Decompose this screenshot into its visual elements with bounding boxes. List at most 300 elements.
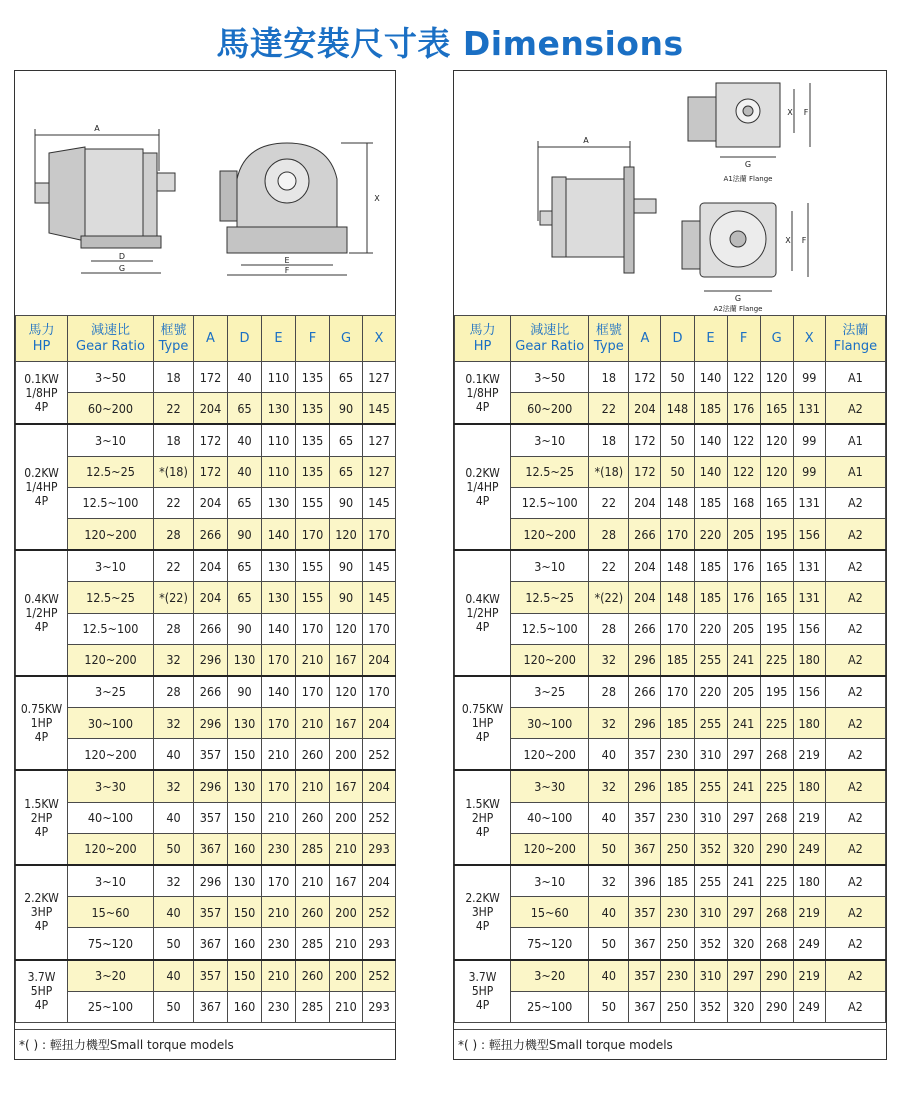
table-row	[16, 865, 396, 897]
F-cell: 241	[727, 708, 760, 739]
table-row	[455, 708, 886, 739]
E-cell: 255	[694, 708, 727, 739]
G-cell: 268	[760, 739, 793, 771]
flange-cell: A2	[825, 802, 885, 833]
E-cell: 110	[262, 424, 296, 456]
E-cell: 185	[694, 393, 727, 425]
table-row	[455, 518, 886, 550]
G-cell: 65	[330, 362, 363, 393]
F-cell: 260	[296, 960, 330, 992]
E-cell: 140	[694, 456, 727, 487]
ratio-cell: 12.5~25	[511, 582, 589, 613]
hp-cell	[16, 770, 68, 865]
A-cell: 357	[629, 960, 661, 992]
A-cell: 367	[194, 928, 228, 960]
ratio-cell: 3~20	[511, 960, 589, 992]
E-cell: 130	[262, 582, 296, 613]
table-row	[455, 770, 886, 802]
ratio-cell: 30~100	[68, 708, 154, 739]
dim-label-d: D	[118, 252, 126, 261]
hp-line: 4P	[34, 998, 49, 1013]
table-row	[16, 833, 396, 865]
D-cell: 50	[661, 362, 694, 393]
table-row	[16, 487, 396, 518]
table-row	[16, 770, 396, 802]
F-cell: 210	[296, 708, 330, 739]
D-cell: 160	[228, 833, 262, 865]
table-row	[455, 833, 886, 865]
X-cell: 252	[363, 960, 396, 992]
D-cell: 40	[228, 424, 262, 456]
G-cell: 200	[330, 897, 363, 928]
E-cell: 220	[694, 518, 727, 550]
G-cell: 290	[760, 833, 793, 865]
header-text: 馬力	[28, 322, 55, 338]
F-cell: 320	[727, 833, 760, 865]
D-cell: 150	[228, 960, 262, 992]
ratio-cell: 75~120	[68, 928, 154, 960]
ratio-cell: 12.5~25	[511, 456, 589, 487]
hp-line: 4P	[34, 824, 49, 839]
header-g: G	[330, 316, 363, 362]
G-cell: 268	[760, 802, 793, 833]
D-cell: 185	[661, 644, 694, 676]
hp-cell	[455, 676, 511, 771]
D-cell: 40	[228, 456, 262, 487]
flange-cell: A2	[825, 991, 885, 1022]
D-cell: 65	[228, 582, 262, 613]
header-text: 馬力	[469, 322, 496, 338]
A-cell: 357	[194, 960, 228, 992]
ratio-cell: 120~200	[68, 644, 154, 676]
dim-label-f: F	[284, 266, 290, 275]
D-cell: 230	[661, 739, 694, 771]
F-cell: 297	[727, 960, 760, 992]
G-cell: 120	[330, 613, 363, 644]
E-cell: 255	[694, 644, 727, 676]
G-cell: 210	[330, 928, 363, 960]
X-cell: 156	[793, 518, 825, 550]
ratio-cell: 3~30	[511, 770, 589, 802]
E-cell: 210	[262, 802, 296, 833]
hp-line: 1HP	[471, 716, 494, 731]
ratio-cell: 3~25	[511, 676, 589, 708]
table-row	[455, 897, 886, 928]
flange-cell: A1	[825, 424, 885, 456]
G-cell: 210	[330, 991, 363, 1022]
F-cell: 260	[296, 897, 330, 928]
hp-line: 1/4HP	[466, 480, 499, 495]
F-cell: 241	[727, 865, 760, 897]
F-cell: 170	[296, 518, 330, 550]
hp-line: 4P	[475, 919, 490, 934]
ratio-cell: 120~200	[511, 644, 589, 676]
hp-line: 1/8HP	[25, 385, 58, 400]
table-row	[455, 802, 886, 833]
X-cell: 99	[793, 362, 825, 393]
hp-cell	[16, 424, 68, 550]
A-cell: 266	[629, 613, 661, 644]
hp-line: 4P	[34, 730, 49, 745]
F-cell: 297	[727, 802, 760, 833]
A-cell: 367	[629, 928, 661, 960]
header-text: Type	[158, 338, 189, 354]
hp-line: 4P	[475, 399, 490, 414]
G-cell: 120	[330, 518, 363, 550]
header-d: D	[228, 316, 262, 362]
F-cell: 241	[727, 644, 760, 676]
ratio-cell: 12.5~100	[511, 613, 589, 644]
X-cell: 127	[363, 362, 396, 393]
type-cell: 18	[589, 424, 629, 456]
A-cell: 357	[629, 739, 661, 771]
ratio-cell: 12.5~100	[511, 487, 589, 518]
header-text: 法蘭	[842, 322, 869, 338]
A-cell: 204	[629, 550, 661, 582]
ratio-cell: 60~200	[511, 393, 589, 425]
type-cell: 28	[589, 518, 629, 550]
hp-line: 0.2KW	[465, 466, 500, 481]
D-cell: 160	[228, 928, 262, 960]
G-cell: 225	[760, 708, 793, 739]
D-cell: 185	[661, 865, 694, 897]
ratio-cell: 3~10	[511, 865, 589, 897]
small-torque-note: *( ) : 輕扭力機型Small torque models	[454, 1029, 886, 1059]
E-cell: 352	[694, 991, 727, 1022]
table-row	[455, 362, 886, 393]
D-cell: 170	[661, 518, 694, 550]
G-cell: 120	[760, 362, 793, 393]
flange-cell: A2	[825, 960, 885, 992]
E-cell: 255	[694, 865, 727, 897]
E-cell: 220	[694, 676, 727, 708]
D-cell: 65	[228, 550, 262, 582]
E-cell: 230	[262, 991, 296, 1022]
A-cell: 172	[629, 362, 661, 393]
table-row	[455, 739, 886, 771]
hp-cell	[16, 865, 68, 960]
A-cell: 266	[629, 518, 661, 550]
F-cell: 176	[727, 550, 760, 582]
D-cell: 65	[228, 487, 262, 518]
X-cell: 131	[793, 550, 825, 582]
ratio-cell: 3~10	[68, 865, 154, 897]
hp-line: 2.2KW	[24, 891, 59, 906]
G-cell: 167	[330, 865, 363, 897]
E-cell: 310	[694, 897, 727, 928]
header-type	[154, 316, 194, 362]
hp-cell	[16, 676, 68, 771]
ratio-cell: 60~200	[68, 393, 154, 425]
a2-dim-label-x: X	[785, 236, 791, 245]
E-cell: 310	[694, 739, 727, 771]
table-row	[16, 802, 396, 833]
G-cell: 225	[760, 644, 793, 676]
hp-line: 4P	[475, 824, 490, 839]
X-cell: 131	[793, 487, 825, 518]
hp-line: 1.5KW	[465, 796, 500, 811]
G-cell: 120	[760, 424, 793, 456]
F-cell: 155	[296, 487, 330, 518]
hp-line: 0.1KW	[24, 371, 59, 386]
type-cell: 40	[589, 960, 629, 992]
type-cell: 18	[589, 362, 629, 393]
hp-cell	[455, 424, 511, 550]
hp-line: 0.75KW	[20, 702, 63, 717]
hp-line: 4P	[475, 730, 490, 745]
flange-cell: A1	[825, 362, 885, 393]
E-cell: 352	[694, 833, 727, 865]
flange-cell: A2	[825, 644, 885, 676]
ratio-cell: 3~10	[511, 550, 589, 582]
hp-cell	[455, 550, 511, 676]
F-cell: 260	[296, 739, 330, 771]
X-cell: 219	[793, 960, 825, 992]
E-cell: 185	[694, 487, 727, 518]
D-cell: 250	[661, 991, 694, 1022]
F-cell: 285	[296, 833, 330, 865]
type-cell: 22	[154, 550, 194, 582]
A-cell: 296	[629, 770, 661, 802]
small-torque-note: *( ) : 輕扭力機型Small torque models	[15, 1029, 395, 1059]
hp-line: 4P	[34, 919, 49, 934]
hp-cell	[455, 960, 511, 1023]
G-cell: 195	[760, 676, 793, 708]
dim-label-g: G	[118, 264, 126, 273]
hp-line: 3.7W	[27, 970, 56, 985]
X-cell: 249	[793, 833, 825, 865]
table-row	[455, 960, 886, 992]
G-cell: 200	[330, 960, 363, 992]
F-cell: 297	[727, 739, 760, 771]
type-cell: 40	[154, 897, 194, 928]
A-cell: 266	[194, 613, 228, 644]
ratio-cell: 12.5~100	[68, 487, 154, 518]
type-cell: 28	[154, 613, 194, 644]
table-row	[16, 424, 396, 456]
D-cell: 130	[228, 865, 262, 897]
X-cell: 180	[793, 708, 825, 739]
table-row	[16, 393, 396, 425]
F-cell: 155	[296, 550, 330, 582]
A-cell: 296	[194, 865, 228, 897]
D-cell: 160	[228, 991, 262, 1022]
table-row	[455, 613, 886, 644]
hp-line: 4P	[475, 620, 490, 634]
D-cell: 230	[661, 960, 694, 992]
ratio-cell: 3~20	[68, 960, 154, 992]
hp-line: 1/8HP	[466, 385, 499, 400]
E-cell: 110	[262, 456, 296, 487]
hp-line: 5HP	[30, 984, 53, 999]
table-header-row	[16, 316, 396, 362]
A-cell: 266	[194, 676, 228, 708]
A-cell: 204	[194, 582, 228, 613]
X-cell: 293	[363, 991, 396, 1022]
A-cell: 296	[194, 770, 228, 802]
D-cell: 40	[228, 362, 262, 393]
G-cell: 165	[760, 582, 793, 613]
F-cell: 210	[296, 770, 330, 802]
A-cell: 172	[194, 362, 228, 393]
E-cell: 130	[262, 550, 296, 582]
A-cell: 172	[629, 424, 661, 456]
flange-cell: A2	[825, 833, 885, 865]
X-cell: 99	[793, 456, 825, 487]
X-cell: 131	[793, 582, 825, 613]
A-cell: 204	[629, 487, 661, 518]
F-cell: 176	[727, 393, 760, 425]
A-cell: 367	[194, 833, 228, 865]
a2-dim-label-g: G	[734, 294, 742, 303]
header-text: 框號	[160, 322, 187, 338]
A-cell: 367	[629, 833, 661, 865]
F-cell: 205	[727, 613, 760, 644]
table-row	[16, 897, 396, 928]
left-dimension-panel	[14, 70, 396, 1060]
D-cell: 90	[228, 676, 262, 708]
table-row	[16, 456, 396, 487]
table-row	[16, 991, 396, 1022]
type-cell: 40	[154, 802, 194, 833]
table-row	[16, 518, 396, 550]
A-cell: 266	[194, 518, 228, 550]
ratio-cell: 3~25	[68, 676, 154, 708]
type-cell: 40	[589, 802, 629, 833]
flange-cell: A2	[825, 739, 885, 771]
A-cell: 172	[629, 456, 661, 487]
F-cell: 320	[727, 928, 760, 960]
X-cell: 156	[793, 676, 825, 708]
D-cell: 148	[661, 393, 694, 425]
G-cell: 90	[330, 582, 363, 613]
hp-line: 1/4HP	[25, 480, 58, 495]
flange-cell: A2	[825, 518, 885, 550]
F-cell: 210	[296, 865, 330, 897]
hp-line: 2HP	[471, 810, 494, 825]
flange-cell: A2	[825, 865, 885, 897]
table-header-row	[455, 316, 886, 362]
X-cell: 170	[363, 676, 396, 708]
F-cell: 297	[727, 897, 760, 928]
type-cell: 22	[589, 550, 629, 582]
table-row	[16, 708, 396, 739]
G-cell: 165	[760, 393, 793, 425]
hp-cell	[16, 362, 68, 425]
D-cell: 65	[228, 393, 262, 425]
type-cell: 32	[589, 770, 629, 802]
X-cell: 131	[793, 393, 825, 425]
E-cell: 220	[694, 613, 727, 644]
E-cell: 352	[694, 928, 727, 960]
hp-line: 5HP	[471, 984, 494, 999]
A-cell: 296	[194, 644, 228, 676]
E-cell: 170	[262, 865, 296, 897]
header-gear-ratio	[68, 316, 154, 362]
header-g: G	[760, 316, 793, 362]
G-cell: 200	[330, 739, 363, 771]
ratio-cell: 12.5~25	[68, 582, 154, 613]
dim-label-a: A	[583, 136, 589, 145]
dim-label-x: X	[374, 194, 380, 203]
header-a: A	[629, 316, 661, 362]
G-cell: 65	[330, 456, 363, 487]
header-x: X	[363, 316, 396, 362]
F-cell: 135	[296, 456, 330, 487]
G-cell: 90	[330, 487, 363, 518]
D-cell: 170	[661, 613, 694, 644]
flange-cell: A2	[825, 676, 885, 708]
ratio-cell: 15~60	[511, 897, 589, 928]
F-cell: 122	[727, 362, 760, 393]
A-cell: 204	[629, 393, 661, 425]
table-row	[16, 676, 396, 708]
ratio-cell: 25~100	[511, 991, 589, 1022]
hp-line: 3HP	[471, 905, 494, 920]
ratio-cell: 3~10	[511, 424, 589, 456]
X-cell: 180	[793, 644, 825, 676]
E-cell: 185	[694, 582, 727, 613]
X-cell: 249	[793, 991, 825, 1022]
X-cell: 145	[363, 393, 396, 425]
A-cell: 296	[629, 708, 661, 739]
header-text: Gear Ratio	[76, 338, 145, 354]
D-cell: 148	[661, 487, 694, 518]
type-cell: 32	[589, 708, 629, 739]
header-hp	[455, 316, 511, 362]
ratio-cell: 120~200	[511, 518, 589, 550]
G-cell: 195	[760, 518, 793, 550]
D-cell: 130	[228, 644, 262, 676]
D-cell: 250	[661, 833, 694, 865]
hp-line: 4P	[475, 998, 490, 1013]
ratio-cell: 30~100	[511, 708, 589, 739]
table-row	[16, 550, 396, 582]
a1-flange-label: A1法蘭 Flange	[723, 175, 773, 183]
hp-line: 1/2HP	[466, 606, 499, 620]
dim-label-a: A	[94, 124, 100, 133]
hp-line: 2HP	[30, 810, 53, 825]
A-cell: 204	[194, 550, 228, 582]
X-cell: 249	[793, 928, 825, 960]
header-text: Gear Ratio	[515, 338, 585, 354]
flange-cell: A1	[825, 456, 885, 487]
header-type	[589, 316, 629, 362]
X-cell: 145	[363, 487, 396, 518]
D-cell: 185	[661, 770, 694, 802]
flange-cell: A2	[825, 770, 885, 802]
F-cell: 170	[296, 613, 330, 644]
A-cell: 357	[629, 897, 661, 928]
D-cell: 148	[661, 550, 694, 582]
table-row	[455, 676, 886, 708]
header-text: 減速比	[530, 322, 570, 338]
flange-mount-diagram	[454, 71, 886, 315]
E-cell: 185	[694, 550, 727, 582]
E-cell: 210	[262, 960, 296, 992]
type-cell: 28	[589, 676, 629, 708]
type-cell: 22	[589, 487, 629, 518]
X-cell: 127	[363, 456, 396, 487]
A-cell: 396	[629, 865, 661, 897]
hp-line: 0.1KW	[465, 371, 500, 386]
flange-cell: A2	[825, 487, 885, 518]
type-cell: *(22)	[154, 582, 194, 613]
D-cell: 130	[228, 708, 262, 739]
type-cell: 18	[154, 424, 194, 456]
header-text: 減速比	[90, 322, 130, 338]
hp-line: 1.5KW	[24, 796, 59, 811]
